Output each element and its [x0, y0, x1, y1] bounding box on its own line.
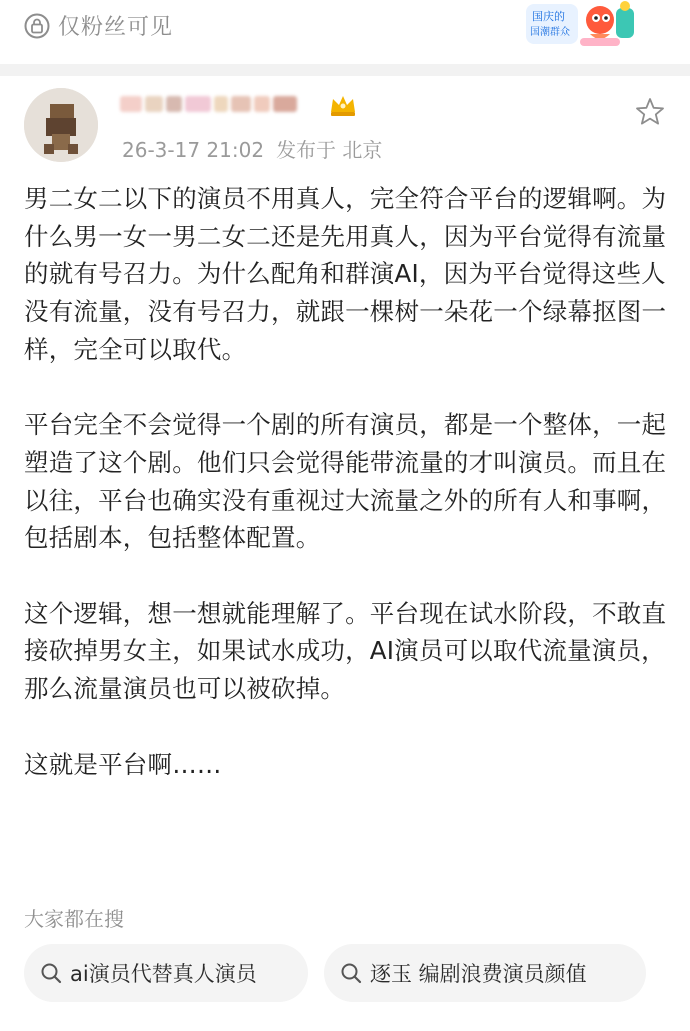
vip-crown-icon[interactable]: [328, 92, 358, 118]
post-body: [24, 180, 670, 821]
post-paragraph: 男二女二以下的演员不用真人，完全符合平台的逻辑啊。为什么男一女一男二女二还是先用真人，因为平台觉得有流量的就有号召力。为什么配角和群演AI，因为平台觉得这些人没有流量，没有号召力，就跟一棵树一朵花一个绿幕抠图一样，完全可以取代。: [24, 184, 667, 364]
star-outline-icon[interactable]: [634, 96, 666, 128]
visibility-indicator: [24, 10, 173, 41]
svg-text:国庆的: 国庆的: [532, 10, 565, 23]
search-chip-2[interactable]: [324, 944, 646, 1002]
post-paragraph: 这就是平台啊……: [24, 749, 222, 779]
search-chip-label: ai演员代替真人演员: [70, 962, 257, 986]
post-meta: [122, 134, 382, 163]
post-paragraph: 平台完全不会觉得一个剧的所有演员，都是一个整体，一起塑造了这个剧。他们只会觉得能带流量的才叫演员。而且在以往，平台也确实没有重视过大流量之外的所有人和事啊，包括剧本，包括整体配置。: [24, 410, 667, 553]
trending-search-list: [24, 944, 670, 1002]
post-header: [0, 76, 690, 176]
search-icon: [340, 962, 362, 984]
mascot-badge-icon[interactable]: [520, 0, 640, 52]
search-chip-label: 逐玉 编剧浪费演员颜值: [370, 962, 587, 986]
lock-icon: [24, 13, 50, 39]
search-icon: [40, 962, 62, 984]
avatar-image: [24, 88, 98, 162]
section-divider: [0, 64, 690, 76]
trending-search-title: 大家都在搜: [24, 907, 124, 931]
post-timestamp: 26-3-17 21:02: [122, 138, 265, 162]
visibility-label: 仅粉丝可见: [58, 15, 174, 40]
top-bar: [0, 0, 690, 62]
post-location: 发布于 北京: [276, 138, 383, 162]
search-chip-1[interactable]: [24, 944, 308, 1002]
avatar[interactable]: [24, 88, 98, 162]
author-name-hidden[interactable]: [120, 90, 310, 118]
svg-text:国潮群众: 国潮群众: [530, 27, 570, 38]
post-paragraph: 这个逻辑，想一想就能理解了。平台现在试水阶段，不敢直接砍掉男女主，如果试水成功，AI演员可以取代流量演员，那么流量演员也可以被砍掉。: [24, 598, 667, 704]
